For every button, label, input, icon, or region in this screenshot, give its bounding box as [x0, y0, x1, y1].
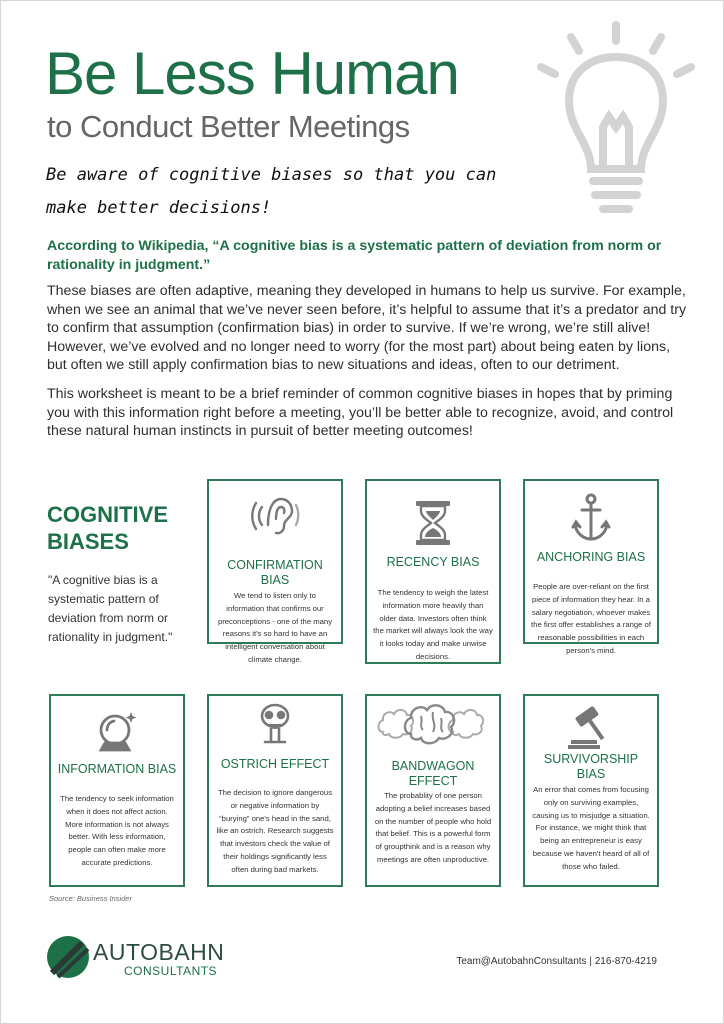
bias-card-title: RECENCY BIAS — [386, 555, 480, 569]
bias-card-title: BANDWAGON EFFECT — [391, 759, 475, 788]
bias-card-information — [49, 694, 185, 887]
bias-card-description: People are over-reliant on the first piece of information they hear. In a salary negotiation, whoever makes the first offer establishes a range of reasonable possibilities in each person's mind. — [531, 582, 651, 655]
bias-card-ostrich — [207, 694, 343, 887]
bias-card-title: CONFIRMATION BIAS — [227, 558, 323, 587]
lightbulb-icon — [531, 19, 701, 219]
ostrich-icon — [209, 702, 341, 750]
bias-card-description: The tendency to seek information when it does not affect action. More information is not always better. With less information, people can often make more accurate predictions. — [60, 794, 174, 867]
bias-card-title: SURVIVORSHIP BIAS — [543, 752, 639, 781]
crystal-ball-icon — [51, 708, 183, 756]
intro-paragraph-2: This worksheet is meant to be a brief reminder of common cognitive biases in hopes that by priming you with this information right before a meeting, you’ll be better able to recognize, avoid, and control these natural human instincts in pursuit of better meeting outcomes! — [47, 386, 674, 440]
bias-card-description: The tendency to weigh the latest information more heavily than older data. Investors often think the market will always look the way it looks today and make unwise decisions. — [373, 588, 493, 661]
source-note: Source: Business Insider — [49, 894, 132, 903]
bias-card-title: OSTRICH EFFECT — [220, 757, 330, 771]
logo-subtitle: CONSULTANTS — [124, 964, 218, 978]
anchor-icon — [525, 493, 657, 545]
page-subtitle: to Conduct Better Meetings — [47, 109, 410, 144]
bias-card-description: An error that comes from focusing only on surviving examples, causing us to misjudge a situation. For instance, we might think that being an entrepreneur is easy because we haven't heard of all of those who failed. — [532, 785, 650, 871]
contact-info: Team@AutobahnConsultants | 216-870-4219 — [456, 956, 657, 967]
bias-card-bandwagon — [365, 694, 501, 887]
gavel-icon — [525, 704, 657, 750]
autobahn-logo-icon — [46, 935, 90, 979]
bias-card-title: ANCHORING BIAS — [536, 550, 646, 564]
wikipedia-quote: According to Wikipedia, “A cognitive bias is a systematic pattern of deviation from norm or rationality in judgment.” — [47, 238, 662, 273]
bias-card-description: The decision to ignore dangerous or negative information by “burying” one's head in the sand, like an ostrich. Research suggests that investors check the value of their holdings significantly less often during bad markets. — [216, 788, 334, 874]
ear-icon — [209, 495, 341, 537]
page-title: Be Less Human — [45, 40, 459, 107]
bias-card-anchoring — [523, 479, 659, 655]
section-title: COGNITIVE BIASES — [47, 502, 169, 554]
bias-card-recency — [365, 479, 501, 664]
bias-card-survivorship — [523, 694, 659, 887]
hourglass-icon — [367, 499, 499, 547]
brains-icon — [367, 702, 499, 750]
logo-name: AUTOBAHN — [93, 939, 225, 965]
bias-card-description: We tend to listen only to information that confirms our preconceptions - one of the many reasons it's so hard to have an intelligent conversation about climate change. — [217, 591, 333, 664]
bias-card-title: INFORMATION BIAS — [57, 762, 177, 776]
bias-card-description: The probablity of one person adopting a belief increases based on the number of people who hold that belief. This is a powerful form of groupthink and is a reason why meetings are often unproductive. — [374, 791, 492, 864]
intro-paragraph-1: These biases are often adaptive, meaning they developed in humans to help us survive. For example, when we see an animal that we’ve never seen before, it’s helpful to assume that it’s a predator and try to confirm that assumption (confirmation bias) in order to survive. If we’re wrong, we’re still alive! However, we’ve evolved and no longer need to worry (for the most part) about being eaten by lions, but often we still apply confirmation bias to new situations and ideas, often to our detriment. — [47, 283, 687, 374]
section-quote: "A cognitive bias is a systematic pattern of deviation from norm or rationality in judgment." — [48, 573, 173, 644]
handwritten-tagline: Be aware of cognitive biases so that you can make better decisions! — [46, 165, 497, 218]
bias-card-confirmation — [207, 479, 343, 664]
